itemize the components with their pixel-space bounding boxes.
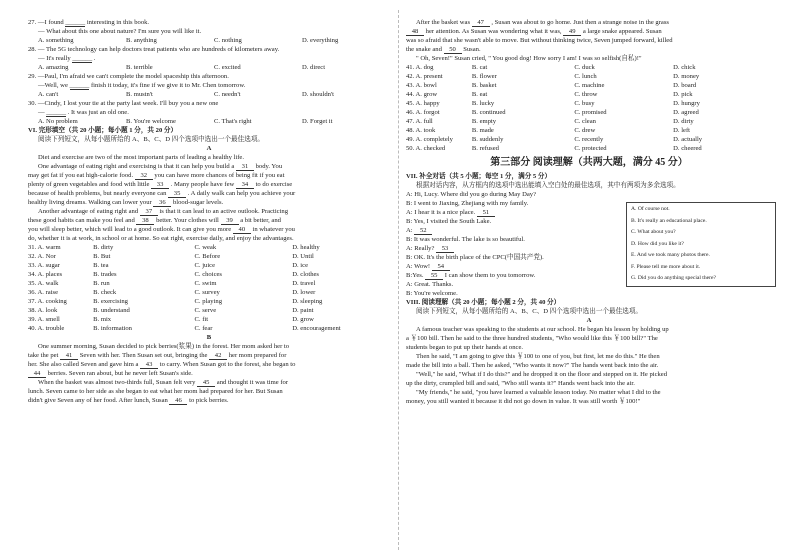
stem-text: 27. —I found xyxy=(28,19,64,26)
dialog-text: B: It was wonderful. The lake is so beautiful. xyxy=(406,236,525,243)
passage-line xyxy=(406,54,772,63)
section-instructions: 根据对话内容，从方框内的选项中选出能填入空白处的最佳选项，其中有两项为多余选项。 xyxy=(416,182,680,189)
answer-option[interactable]: D. left xyxy=(673,127,691,134)
passage-line xyxy=(28,216,390,225)
answer-blank[interactable]: 31 xyxy=(236,163,254,171)
answer-option[interactable]: D. lower xyxy=(292,289,316,296)
passage-line xyxy=(28,171,390,180)
line-text: — What about this one about nature? I'm sure you will like it. xyxy=(38,28,202,35)
answer-option[interactable]: C. recently xyxy=(574,136,604,143)
answer-option[interactable]: C. lunch xyxy=(574,73,597,80)
answer-blank[interactable]: 54 xyxy=(432,263,450,271)
answer-blank[interactable]: 46 xyxy=(169,397,187,405)
passage-text: money, you still wanted it because it did not go down in value. It was still worth ￥100!" xyxy=(406,398,641,405)
answer-option[interactable]: 35. A. walk xyxy=(28,280,59,287)
passage-line xyxy=(406,388,772,397)
dialog-text: B: I went to Jiaxing, Zhejiang with my family. xyxy=(406,200,529,207)
answer-option[interactable]: 49. A. completely xyxy=(406,136,453,143)
option-row xyxy=(28,315,390,324)
answer-blank[interactable]: 35 xyxy=(168,190,186,198)
answer-option[interactable]: 40. A. trouble xyxy=(28,325,65,332)
answer-option[interactable]: B. trades xyxy=(93,271,117,278)
answer-option[interactable]: D. everything xyxy=(302,37,339,44)
line-text: . It was just an old one. xyxy=(67,109,129,116)
answer-option[interactable]: B. But xyxy=(93,253,111,260)
passage-text: is that it can lead to an active outlook. Practicing xyxy=(159,208,289,215)
passage-text: When the basket was almost two-thirds full, Susan felt very xyxy=(38,379,196,386)
passage-text: A famous teacher was speaking to the students at our school. He began his lesson by holding up xyxy=(416,326,669,333)
dialog-text: A: Great. Thanks. xyxy=(406,281,454,288)
answer-option[interactable]: D. sleeping xyxy=(292,298,323,305)
answer-option[interactable]: B. eat xyxy=(471,91,488,98)
answer-blank[interactable]: 47 xyxy=(472,19,490,27)
passage-text: blood-sugar levels. xyxy=(173,199,224,206)
question-stem xyxy=(28,45,390,54)
passage-text: because of health problems, but nearly everyone can xyxy=(28,190,167,197)
column-divider xyxy=(398,10,399,550)
answer-option[interactable]: D. money xyxy=(673,73,700,80)
answer-option[interactable]: D. agreed xyxy=(673,109,699,116)
answer-option[interactable]: B. suddenly xyxy=(471,136,504,143)
passage-text: . Many people have few xyxy=(170,181,235,188)
answer-option[interactable]: B. flower xyxy=(471,73,497,80)
passage-text: body. You xyxy=(255,163,283,170)
passage-text: berries. Seven ran about, but he never left Susan's side. xyxy=(47,370,193,377)
answer-option[interactable]: 33. A. sugar xyxy=(28,262,60,269)
option-row xyxy=(406,72,772,81)
answer-option[interactable]: A. amazing xyxy=(38,64,69,71)
answer-blank[interactable]: 50 xyxy=(444,46,462,54)
option-row xyxy=(28,297,390,306)
answer-option[interactable]: B. continued xyxy=(471,109,506,116)
option-row xyxy=(28,288,390,297)
option-row xyxy=(28,243,390,252)
option-row xyxy=(406,81,772,90)
passage-text: take the pet xyxy=(28,352,59,359)
passage-text: a ￥100 bill. Then he said to the three hundred students, "Who would like this ￥100 bill?" The xyxy=(406,335,658,342)
box-option: B. It's really an educational place. xyxy=(631,217,707,224)
passage-text: . A daily walk can help you achieve your xyxy=(187,190,296,197)
passage-text: "My friends," he said, "you have learned a valuable lesson today. No matter what I did to the xyxy=(416,389,661,396)
answer-option[interactable]: D. Until xyxy=(292,253,314,260)
section-title: VIII. 阅读理解（共 20 小题；每小题 2 分，共 40 分） xyxy=(406,299,561,306)
passage-line xyxy=(406,379,772,388)
question-line2 xyxy=(28,27,390,36)
answer-blank[interactable]: ______ xyxy=(65,19,86,26)
answer-blank[interactable]: 48 xyxy=(406,28,424,36)
passage-line xyxy=(28,198,390,207)
box-option: E. And we took many photos there. xyxy=(631,252,710,258)
stem-text: 29. —Paul, I'm afraid we can't complete the model spaceship this afternoon. xyxy=(28,73,229,80)
option-row xyxy=(406,63,772,72)
passage-line xyxy=(28,360,390,369)
option-row xyxy=(406,126,772,135)
right-column xyxy=(406,18,772,406)
passage-text: may get fat if you eat high-calorie food. xyxy=(28,172,134,179)
answer-blank[interactable]: 42 xyxy=(209,352,227,360)
answer-option[interactable]: B. empty xyxy=(471,118,497,125)
passage-label: A xyxy=(586,317,592,324)
passage-line xyxy=(406,36,772,45)
box-option: C. What about you? xyxy=(631,229,676,235)
answer-option[interactable]: 31. A. warm xyxy=(28,244,61,251)
answer-option[interactable]: C. juice xyxy=(194,262,216,269)
answer-option[interactable]: C. fear xyxy=(194,325,213,332)
passage-text: better. Your clothes will xyxy=(156,217,219,224)
section-instructions: 阅读下列短文，从每小题所给的 A、B、C、D 四个选项中选出一个最佳选项。 xyxy=(416,308,643,315)
passage-text: to do exercise xyxy=(255,181,293,188)
box-option: D. How did you like it? xyxy=(631,240,684,247)
passage-line xyxy=(28,189,390,198)
passage-line xyxy=(28,342,390,351)
option-row xyxy=(406,117,772,126)
passage-line xyxy=(28,396,390,405)
answer-option[interactable]: C. throw xyxy=(574,91,598,98)
passage-text: students began to put up their hands at once. xyxy=(406,344,524,351)
passage-text: healthy living dreams. Walking can lower your xyxy=(28,199,152,206)
answer-option[interactable]: D. direct xyxy=(302,64,326,71)
option-row xyxy=(28,252,390,261)
answer-option[interactable]: C. survey xyxy=(194,289,220,296)
passage-label: B xyxy=(206,334,212,341)
answer-option[interactable]: C. busy xyxy=(574,100,595,107)
answer-blank[interactable]: 53 xyxy=(436,245,454,253)
passage-text: the snake and xyxy=(406,46,442,53)
passage-text: up the dirty, crumpled bill and said, "Who still wants it?" Hands went back into the air. xyxy=(406,380,635,387)
answer-option[interactable]: 47. A. full xyxy=(406,118,433,125)
line-text: — xyxy=(38,109,45,116)
option-row xyxy=(28,261,390,270)
passage-line xyxy=(28,153,390,162)
answer-option[interactable]: D. shouldn't xyxy=(302,91,334,98)
answer-option[interactable]: 34. A. places xyxy=(28,271,63,278)
dialog-text: B: Yes, I visited the South Lake. xyxy=(406,218,492,225)
answer-blank[interactable]: 43 xyxy=(140,361,158,369)
box-option: A. Of course not. xyxy=(631,206,670,212)
answer-blank[interactable]: 52 xyxy=(414,227,432,235)
dialog-block xyxy=(406,190,772,298)
passage-line xyxy=(406,334,772,343)
answer-option[interactable]: B. information xyxy=(93,325,132,332)
answer-blank[interactable]: 33 xyxy=(151,181,169,189)
answer-option[interactable]: 32. A. Nor xyxy=(28,253,56,260)
answer-blank[interactable]: ______ xyxy=(69,82,90,89)
answer-option[interactable]: B. You're welcome xyxy=(126,118,176,125)
box-option: F. Please tell me more about it. xyxy=(631,263,701,270)
option-row xyxy=(406,144,772,153)
answer-blank[interactable]: 55 xyxy=(425,272,443,280)
line-text: — It's really xyxy=(38,55,71,62)
answer-blank[interactable]: 45 xyxy=(197,379,215,387)
answer-blank[interactable]: 38 xyxy=(136,217,154,225)
answer-blank[interactable]: 41 xyxy=(60,352,78,360)
answer-option[interactable]: C. duck xyxy=(574,64,595,71)
box-option: G. Did you do anything special there? xyxy=(631,275,716,281)
answer-blank[interactable]: ______ xyxy=(46,109,67,116)
passage-line xyxy=(406,343,772,352)
answer-option[interactable]: D. clothes xyxy=(292,271,319,278)
passage-line xyxy=(406,352,772,361)
answer-blank[interactable]: 49 xyxy=(563,28,581,36)
stem-text: 28. — The 5G technology can help doctors treat patients who are hundreds of kilometers away. xyxy=(28,46,280,53)
answer-option[interactable]: B. mix xyxy=(93,316,112,323)
answer-options xyxy=(28,117,390,126)
answer-blank[interactable]: ______ xyxy=(72,55,93,62)
answer-blank[interactable]: 51 xyxy=(477,209,495,217)
answer-option[interactable]: D. Forget it xyxy=(302,118,333,125)
answer-option[interactable]: C. fit xyxy=(194,316,209,323)
answer-blank[interactable]: 40 xyxy=(233,226,251,234)
passage-line xyxy=(28,387,390,396)
line-text: —Well, we xyxy=(38,82,68,89)
answer-options xyxy=(28,36,390,45)
answer-option[interactable]: B. dirty xyxy=(93,244,114,251)
passage-text: to carry. When Susan got to the forest, she began to xyxy=(159,361,296,368)
options-box xyxy=(626,202,776,287)
passage-line xyxy=(28,180,390,189)
passage-text: made the bill into a ball. Then he asked, "Who wants it now?" The hands went back into the air. xyxy=(406,362,659,369)
passage-text: in whatever you xyxy=(252,226,295,233)
stem-text: interesting in this book. xyxy=(86,19,150,26)
passage-text: a bit better, and xyxy=(240,217,281,224)
answer-option[interactable]: A. No problem xyxy=(38,118,78,125)
passage-text: Seven with her. Then Susan set out, bringing the xyxy=(79,352,208,359)
answer-option[interactable]: C. protected xyxy=(574,145,607,152)
left-column xyxy=(28,18,390,405)
option-row xyxy=(28,324,390,333)
option-row xyxy=(406,99,772,108)
answer-option[interactable]: 48. A. took xyxy=(406,127,436,134)
passage-text: lunch. Seven came to her side as she began to eat what her mom had prepared for her. But Susan xyxy=(28,388,283,395)
dialog-text: B: You're welcome. xyxy=(406,290,458,297)
option-row xyxy=(406,108,772,117)
passage-line xyxy=(406,45,772,54)
passage-text: didn't give Seven any of her food. After lunch, Susan xyxy=(28,397,168,404)
answer-option[interactable]: B. made xyxy=(471,127,494,134)
option-row xyxy=(28,306,390,315)
answer-options xyxy=(28,90,390,99)
answer-option[interactable]: D. chick xyxy=(673,64,696,71)
answer-option[interactable]: C. weak xyxy=(194,244,217,251)
dialog-line xyxy=(406,289,772,298)
passage-text: these good habits can make you feel and xyxy=(28,217,135,224)
answer-blank[interactable]: 44 xyxy=(28,370,46,378)
passage-text: to pick berries. xyxy=(189,397,229,404)
answer-option[interactable]: B. tea xyxy=(93,262,109,269)
dialog-text: A: Wow! xyxy=(406,263,431,270)
answer-option[interactable]: B. mustn't xyxy=(126,91,153,98)
question-stem xyxy=(28,99,390,108)
answer-option[interactable]: B. lucky xyxy=(471,100,495,107)
answer-option[interactable]: B. terrible xyxy=(126,64,153,71)
answer-blank[interactable]: 34 xyxy=(236,181,254,189)
option-row xyxy=(406,135,772,144)
passage-text: , Susan was about to go home. Just then a strange noise in the grass xyxy=(491,19,669,26)
passage-text: her attention. As Susan was wondering what it was, xyxy=(425,28,562,35)
answer-blank[interactable]: 37 xyxy=(140,208,158,216)
passage-text: After the basket was xyxy=(416,19,471,26)
answer-option[interactable]: 46. A. forgot xyxy=(406,109,440,116)
answer-option[interactable]: B. check xyxy=(93,289,117,296)
answer-option[interactable]: C. playing xyxy=(194,298,222,305)
passage-label: A xyxy=(206,145,212,152)
answer-option[interactable]: 36. A. raise xyxy=(28,289,59,296)
passage-line xyxy=(406,325,772,334)
answer-option[interactable]: C. serve xyxy=(194,307,217,314)
answer-option[interactable]: C. machine xyxy=(574,82,605,89)
answer-option[interactable]: C. Before xyxy=(194,253,221,260)
passage-text: her mom prepared for xyxy=(228,352,287,359)
passage-text: a large snake appeared. Susan xyxy=(582,28,662,35)
answer-option[interactable]: D. dirty xyxy=(673,118,694,125)
answer-option[interactable]: C. needn't xyxy=(214,91,241,98)
answer-option[interactable]: B. cat xyxy=(471,64,488,71)
stem-text: 30. —Cindy, I lost your tie at the party last week. I'll buy you a new one xyxy=(28,100,219,107)
answer-option[interactable]: D. grow xyxy=(292,316,314,323)
dialog-line xyxy=(406,190,772,199)
passage-line xyxy=(28,378,390,387)
answer-option[interactable]: C. excited xyxy=(214,64,241,71)
passage-text: Susan. xyxy=(463,46,481,53)
passage-text: Diet and exercise are two of the most important parts of leading a healthy life. xyxy=(38,154,244,161)
option-row xyxy=(406,90,772,99)
answer-option[interactable]: A. something xyxy=(38,37,74,44)
question-line2 xyxy=(28,54,390,63)
answer-option[interactable]: D. actually xyxy=(673,136,703,143)
answer-option[interactable]: C. choices xyxy=(194,271,222,278)
answer-option[interactable]: C. clean xyxy=(574,118,596,125)
question-stem xyxy=(28,72,390,81)
answer-options xyxy=(28,63,390,72)
passage-line xyxy=(406,27,772,36)
passage-text: One summer morning, Susan decided to pick berries(浆果) in the forest. Her mom asked her to xyxy=(38,343,290,350)
line-text: finish it today, it's fine if we give it to Mr. Chen tomorrow. xyxy=(90,82,246,89)
section-title: VI. 完形填空（共 20 小题；每小题 1 分，共 20 分） xyxy=(28,127,178,134)
passage-line xyxy=(28,225,390,234)
passage-text: One advantage of eating right and exercising is that it can help you build a xyxy=(38,163,235,170)
answer-blank[interactable]: 36 xyxy=(153,199,171,207)
answer-option[interactable]: D. ice xyxy=(292,262,308,269)
question-stem xyxy=(28,18,390,27)
passage-line xyxy=(28,369,390,378)
option-row xyxy=(28,279,390,288)
answer-option[interactable]: D. travel xyxy=(292,280,316,287)
answer-option[interactable]: B. understand xyxy=(93,307,130,314)
answer-blank[interactable]: 39 xyxy=(221,217,239,225)
passage-line xyxy=(28,234,390,243)
passage-line xyxy=(406,370,772,379)
answer-option[interactable]: C. promised xyxy=(574,109,607,116)
answer-option[interactable]: B. anything xyxy=(126,37,157,44)
dialog-text: B: OK. It's the birth place of the CPC(中国共产党). xyxy=(406,254,544,261)
dialog-text: B:Yes. xyxy=(406,272,424,279)
answer-option[interactable]: C. swim xyxy=(194,280,217,287)
answer-option[interactable]: D. pick xyxy=(673,91,693,98)
answer-blank[interactable]: 32 xyxy=(135,172,153,180)
answer-option[interactable]: 38. A. look xyxy=(28,307,58,314)
passage-text: plenty of green vegetables and food with little xyxy=(28,181,150,188)
answer-option[interactable]: 45. A. happy xyxy=(406,100,440,107)
answer-option[interactable]: D. paint xyxy=(292,307,314,314)
answer-option[interactable]: 50. A. checked xyxy=(406,145,446,152)
answer-option[interactable]: 39. A. smell xyxy=(28,316,60,323)
passage-line xyxy=(406,18,772,27)
line-text: . xyxy=(93,55,96,62)
answer-option[interactable]: D. encouragement xyxy=(292,325,341,332)
answer-option[interactable]: 41. A. dog xyxy=(406,64,434,71)
question-line2 xyxy=(28,81,390,90)
question-line2 xyxy=(28,108,390,117)
passage-text: do, whether it is at work, in school or at home. So eat right, exercise daily, and enjoy the advantages. xyxy=(28,235,294,242)
passage-text: was so afraid that she wasn't able to move. But without thinking twice, Seven jumped forward, killed xyxy=(406,37,673,44)
answer-option[interactable]: B. basket xyxy=(471,82,497,89)
passage-line xyxy=(28,351,390,360)
section-title: VII. 补全对话（共 5 小题；每空 1 分，满分 5 分） xyxy=(406,173,552,180)
passage-text: Then he said, "I am going to give this ￥100 to one of you, but first, let me do this." He then xyxy=(416,353,660,360)
answer-option[interactable]: 43. A. bowl xyxy=(406,82,437,89)
answer-option[interactable]: C. nothing xyxy=(214,37,242,44)
option-row xyxy=(28,270,390,279)
dialog-text: I can show them to you tomorrow. xyxy=(444,272,536,279)
dialog-text: A: I hear it is a nice place. xyxy=(406,209,476,216)
answer-option[interactable]: D. board xyxy=(673,82,697,89)
part-title: 第三部分 阅读理解（共两大题，满分 45 分） xyxy=(490,157,688,168)
answer-option[interactable]: 37. A. cooking xyxy=(28,298,67,305)
passage-line xyxy=(406,397,772,406)
dialog-text: A: Hi, Lucy. Where did you go during May Day? xyxy=(406,191,537,198)
section-instructions: 阅读下列短文，从每小题所给的 A、B、C、D 四个选项中选出一个最佳选项。 xyxy=(38,136,265,143)
answer-option[interactable]: D. healthy xyxy=(292,244,320,251)
answer-option[interactable]: B. exercising xyxy=(93,298,128,305)
answer-option[interactable]: D. hungry xyxy=(673,100,700,107)
passage-text: you will sleep better, which will lead to a good outlook. It can give you more xyxy=(28,226,232,233)
answer-option[interactable]: 44. A. grow xyxy=(406,91,438,98)
passage-line xyxy=(406,361,772,370)
passage-text: "Well," he said, "What if I do this?" and he dropped it on the floor and stepped on it. He picked xyxy=(416,371,668,378)
passage-line xyxy=(28,207,390,216)
answer-option[interactable]: B. refused xyxy=(471,145,499,152)
passage-text: Another advantage of eating right and xyxy=(38,208,139,215)
dialog-text: A: Really? xyxy=(406,245,435,252)
passage-text: and thought it was time for xyxy=(216,379,289,386)
passage-text: her. She also called Seven and gave him a xyxy=(28,361,139,368)
passage-text: you can have more chances of being fit if you eat xyxy=(154,172,285,179)
answer-option[interactable]: C. drew xyxy=(574,127,596,134)
passage-line xyxy=(28,162,390,171)
answer-option[interactable]: A. can't xyxy=(38,91,59,98)
answer-option[interactable]: D. cheered xyxy=(673,145,702,152)
dialog-text: A: xyxy=(406,227,413,234)
answer-option[interactable]: 42. A. present xyxy=(406,73,443,80)
passage-text: " Oh, Seven!" Susan cried, " You good dog! How sorry I am! I was so selfish(自私)!" xyxy=(416,55,642,62)
answer-option[interactable]: B. run xyxy=(93,280,110,287)
answer-option[interactable]: C. That's right xyxy=(214,118,252,125)
